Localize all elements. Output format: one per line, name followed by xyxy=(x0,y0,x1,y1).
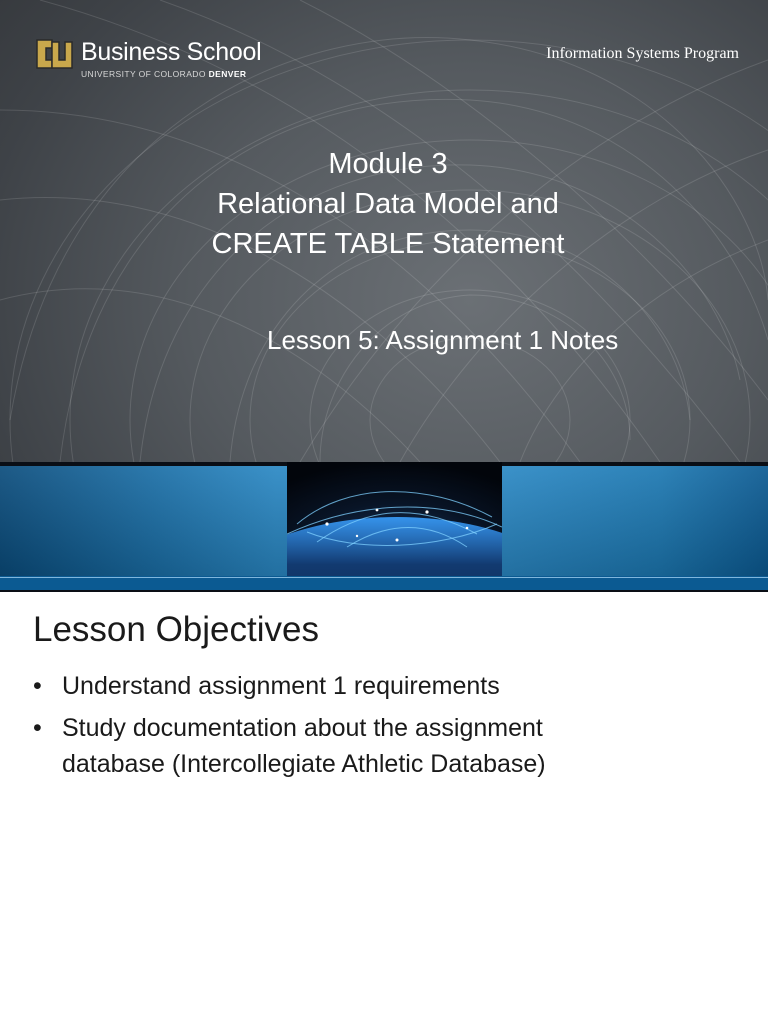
divider xyxy=(0,577,768,578)
title-slide xyxy=(0,0,768,462)
objectives-heading: Lesson Objectives xyxy=(33,610,319,649)
title-line: Relational Data Model and xyxy=(217,188,559,220)
title-line: Module 3 xyxy=(328,148,448,180)
objective-text: database (Intercollegiate Athletic Database) xyxy=(62,750,546,778)
bullet-icon: • xyxy=(33,672,42,700)
logo-subtitle: UNIVERSITY OF COLORADO DENVER xyxy=(81,69,247,79)
list-item xyxy=(33,710,733,782)
network-globe-image xyxy=(287,462,502,576)
title-line: CREATE TABLE Statement xyxy=(211,228,565,260)
program-name: Information Systems Program xyxy=(546,45,739,62)
lesson-subtitle: Lesson 5: Assignment 1 Notes xyxy=(267,325,619,355)
objective-text: Understand assignment 1 requirements xyxy=(62,672,500,700)
module-title xyxy=(100,144,676,264)
bullet-icon: • xyxy=(33,714,42,742)
logo-name: Business School xyxy=(81,38,262,66)
objectives-list xyxy=(33,668,733,788)
list-item xyxy=(33,668,733,704)
banner-bottom-stripe xyxy=(0,576,768,590)
banner-strip xyxy=(0,462,768,592)
cu-logo-icon xyxy=(34,34,74,74)
business-school-logo xyxy=(34,34,284,84)
objective-text: Study documentation about the assignment xyxy=(62,714,543,742)
